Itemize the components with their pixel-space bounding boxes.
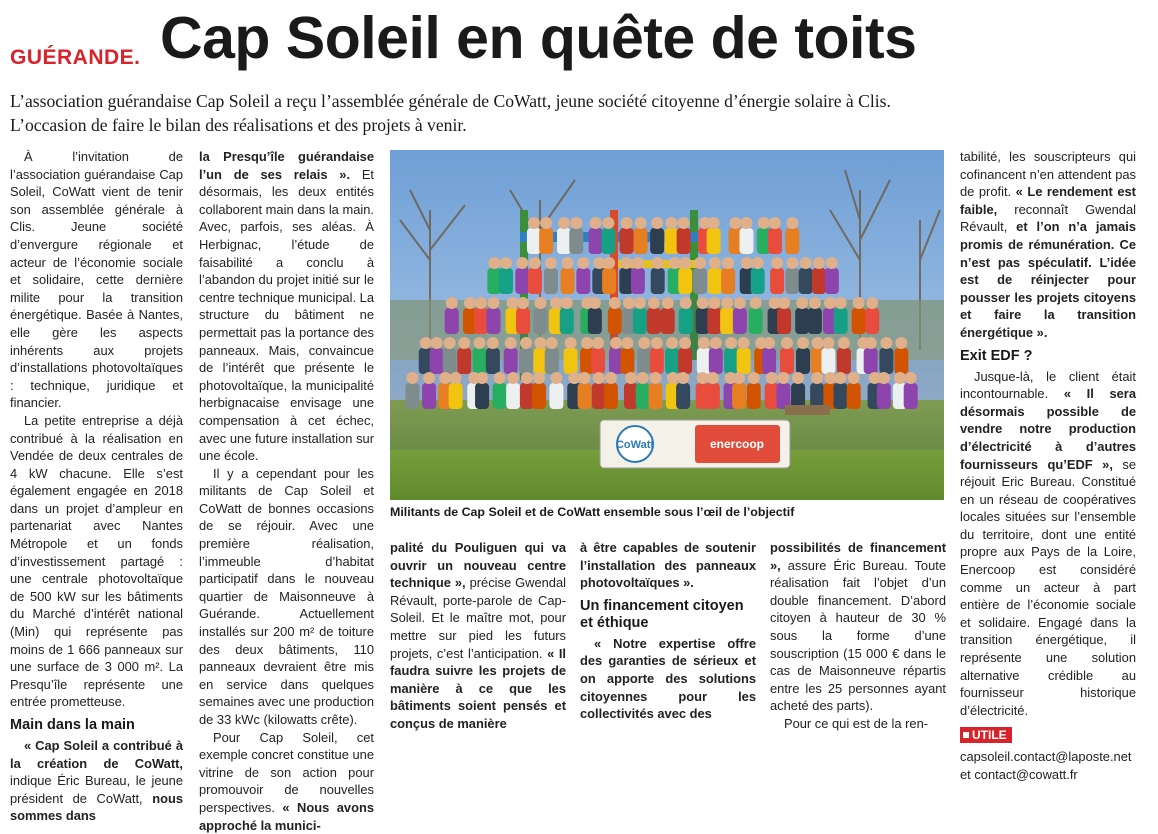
person-body [651, 268, 665, 294]
person-head [880, 337, 892, 349]
person-body [749, 308, 763, 334]
person-head [838, 337, 850, 349]
person-body [799, 268, 813, 294]
photo-caption: Militants de Cap Soleil et de CoWatt ensemble sous l’œil de l’objectif [390, 505, 795, 519]
person-head [848, 372, 860, 384]
person-head [811, 372, 823, 384]
person-body [545, 348, 559, 374]
person-head [708, 297, 720, 309]
person-head [677, 372, 689, 384]
person-body [578, 383, 592, 409]
quote-bold: la Presqu’île guérandaise l’un de ses relais ». [199, 149, 374, 182]
person-head [763, 337, 775, 349]
quote-bold: « Il sera désormais possible de vendre notre production d’électricité à d’autres fournisseurs qu’EDF », [960, 386, 1136, 472]
person-head [878, 372, 890, 384]
person-body [569, 228, 583, 254]
person-body [449, 383, 463, 409]
person-head [905, 372, 917, 384]
person-head [781, 337, 793, 349]
person-body [604, 383, 618, 409]
person-body [405, 383, 419, 409]
person-body [608, 308, 622, 334]
person-head [533, 372, 545, 384]
person-body [812, 268, 826, 294]
person-head [721, 297, 733, 309]
person-body [499, 268, 513, 294]
article-column-3c [770, 539, 946, 733]
person-body [796, 348, 810, 374]
person-body [733, 308, 747, 334]
person-body [588, 308, 602, 334]
person-body [665, 348, 679, 374]
kicker-location: GUÉRANDE. [10, 46, 141, 69]
person-body [544, 268, 558, 294]
person-head [487, 297, 499, 309]
quote-bold: et l’on n’a jamais promis de rémunération. Ce n’est pas spéculatif. L’idée est de réinjecter pour pousser les projets citoyens et faire la transition énergétique ». [960, 219, 1136, 340]
person-body [647, 308, 661, 334]
person-body [564, 348, 578, 374]
article-column-3b [580, 539, 756, 723]
person-head [431, 337, 443, 349]
person-head [822, 337, 834, 349]
person-head [652, 257, 664, 269]
person-body [516, 308, 530, 334]
person-head [505, 337, 517, 349]
person-head [474, 337, 486, 349]
lede-line-1: L’association guérandaise Cap Soleil a reçu l’assemblée générale de CoWatt, jeune société citoyenne d’énergie solaire à Clis. [10, 91, 891, 111]
paragraph [580, 635, 756, 723]
person-body [576, 268, 590, 294]
person-body [493, 383, 507, 409]
lede [10, 89, 1140, 137]
person-body [679, 308, 693, 334]
text: assure Éric Bureau. Toute réalisation fait l’objet d’un double financement. D’abord citoyen à hauteur de 30 % sous la forme d’une souscription (15 000 € dans le cas de Maisonneuve répartis entre les 25 personnes ayant acheté des parts). [770, 557, 946, 714]
person-body [527, 228, 541, 254]
person-head [593, 372, 605, 384]
person-head [623, 297, 635, 309]
person-head [796, 297, 808, 309]
person-body [589, 228, 603, 254]
paragraph [770, 539, 946, 715]
person-body [768, 228, 782, 254]
utile-badge: UTILE [960, 727, 1012, 743]
quote-bold: à être capables de soutenir l’installation des panneaux photovoltaïques ». [580, 540, 756, 591]
person-body [532, 383, 546, 409]
person-head [662, 297, 674, 309]
quote-bold: « Il faudra suivre les projets de manière à ce que les bâtiments soient pensés et conçus de manière [390, 645, 566, 731]
person-head [550, 297, 562, 309]
group-photo [390, 150, 944, 500]
person-body [697, 348, 711, 374]
person-head [680, 297, 692, 309]
text: reconnaît Gwendal Révault, [960, 201, 1136, 235]
text: se réjouit Eric Bureau. Constitué en un réseau de coopératives locales situées sur l’ensemble du territoire, dont une entité propre aux Pays de la Loire, Enercoop est considéré comme un acteur à part entière de l’économie sociale et solidaire. Engagé dans la transition énergétique, il représente une solution alternative crédible au fournisseur historique d’électricité. [960, 456, 1136, 718]
person-head [620, 257, 632, 269]
person-body [486, 348, 500, 374]
headline: Cap Soleil en quête de toits [160, 5, 917, 71]
person-body [693, 268, 707, 294]
person-body [664, 228, 678, 254]
person-body [834, 308, 848, 334]
person-head [621, 337, 633, 349]
person-body [636, 383, 650, 409]
person-head [638, 337, 650, 349]
person-body [677, 228, 691, 254]
person-head [528, 217, 540, 229]
person-head [446, 297, 458, 309]
paragraph: Il y a cependant pour les militants de Cap Soleil et CoWatt de bonnes occasions de se réjouir. Avec une première réalisation, l’immeuble d’habitat participatif dans le nouveau quartier de Maisonneuve à Guérande. Actuellement installés sur 200 m² de toiture des deux bâtiments, 110 panneaux devraient être mis en service dans quelques semaines avec une production de 33 kWc (kilowatts crête). [199, 465, 374, 727]
person-head [568, 372, 580, 384]
person-body [785, 268, 799, 294]
person-body [678, 268, 692, 294]
person-head [637, 372, 649, 384]
person-head [786, 257, 798, 269]
person-head [609, 297, 621, 309]
person-head [450, 372, 462, 384]
person-head [708, 217, 720, 229]
person-body [894, 348, 908, 374]
quote-bold: possibilités de financement », [770, 540, 946, 573]
person-head [562, 257, 574, 269]
person-body [515, 268, 529, 294]
person-head [678, 217, 690, 229]
person-head [475, 297, 487, 309]
person-head [550, 372, 562, 384]
person-head [520, 337, 532, 349]
person-body [678, 348, 692, 374]
person-body [520, 383, 534, 409]
person-body [457, 348, 471, 374]
quote-bold: nous sommes dans [10, 790, 183, 824]
person-body [473, 348, 487, 374]
person-body [539, 228, 553, 254]
person-head [733, 372, 745, 384]
person-body [519, 348, 533, 374]
person-body [837, 348, 851, 374]
person-head [734, 297, 746, 309]
person-body [650, 228, 664, 254]
person-head [507, 297, 519, 309]
person-body [721, 268, 735, 294]
person-body [557, 228, 571, 254]
person-body [834, 383, 848, 409]
person-body [785, 228, 799, 254]
person-head [579, 372, 591, 384]
person-head [769, 217, 781, 229]
text: tabilité, les souscripteurs qui cofinancent n’en attendent pas de profit. [960, 149, 1136, 200]
person-body [751, 268, 765, 294]
text: précise Gwendal Révault, porte-parole de Cap-Soleil. Et le maître mot, pour mettre sur pied les futurs projets, c’est l’anticipation. [390, 575, 566, 661]
person-head [649, 372, 661, 384]
person-head [835, 297, 847, 309]
person-head [669, 257, 681, 269]
person-body [631, 268, 645, 294]
person-head [895, 337, 907, 349]
person-head [625, 372, 637, 384]
text: Et désormais, les deux entités collaborent main dans la main. Avec, parfois, ses aléas. À Herbignac, l’étude de faisabilité a conclu à l’abandon du projet initié sur le centre technique municipal. La structure du bâtiment ne permettait pas la portance des panneaux. Mais, convaincue de l’intérêt que présente le photovoltaïque, la municipalité herbignacaise envisage une compensation à cet échec, avec une future installation sur une école. [199, 166, 374, 464]
person-body [561, 268, 575, 294]
person-head [792, 372, 804, 384]
person-head [812, 337, 824, 349]
person-head [529, 257, 541, 269]
person-body [676, 383, 690, 409]
person-body [620, 348, 634, 374]
person-body [720, 308, 734, 334]
person-body [777, 308, 791, 334]
person-body [780, 348, 794, 374]
person-body [847, 383, 861, 409]
person-head [605, 372, 617, 384]
person-head [592, 337, 604, 349]
person-body [661, 308, 675, 334]
person-body [739, 228, 753, 254]
lede-line-2: L’occasion de faire le bilan des réalisations et des projets à venir. [10, 115, 467, 135]
person-head [866, 297, 878, 309]
person-head [835, 372, 847, 384]
person-head [487, 337, 499, 349]
person-head [748, 372, 760, 384]
person-body [549, 383, 563, 409]
text: indique Éric Bureau, le jeune président de CoWatt, [10, 773, 183, 806]
person-head [786, 217, 798, 229]
person-head [740, 217, 752, 229]
person-head [741, 257, 753, 269]
person-head [648, 297, 660, 309]
person-head [809, 297, 821, 309]
person-head [488, 257, 500, 269]
person-head [634, 297, 646, 309]
person-body [706, 383, 720, 409]
person-head [710, 337, 722, 349]
person-body [592, 383, 606, 409]
person-head [679, 337, 691, 349]
person-head [565, 337, 577, 349]
paragraph [580, 539, 756, 592]
person-head [590, 217, 602, 229]
subhead-main-dans-la-main: Main dans la main [10, 717, 135, 733]
person-head [707, 372, 719, 384]
person-body [904, 383, 918, 409]
person-body [707, 228, 721, 254]
text: Jusque-là, le client était incontournable. [960, 368, 1136, 402]
person-body [560, 308, 574, 334]
person-head [666, 337, 678, 349]
person-head [694, 257, 706, 269]
person-head [534, 337, 546, 349]
article-column-2 [199, 148, 374, 834]
person-body [732, 383, 746, 409]
person-head [697, 297, 709, 309]
paragraph [960, 148, 1136, 342]
person-head [766, 372, 778, 384]
person-head [632, 257, 644, 269]
person-head [800, 257, 812, 269]
person-head [738, 337, 750, 349]
person-body [602, 268, 616, 294]
person-body [865, 308, 879, 334]
person-body [620, 228, 634, 254]
paragraph: À l’invitation de l’association guérandaise Cap Soleil, CoWatt vient de tenir son assemblée générale à Clis. Jeune société d’envergure régionale et acteur de l’économie sociale et solidaire, cette dernière milite pour la transition énergétique. Basée à Nantes, elle gère les aspects inhérents aux projets d’installations photovoltaïques : technique, juridique et financier. [10, 149, 183, 411]
person-head [458, 337, 470, 349]
person-head [444, 337, 456, 349]
subhead-exit-edf: Exit EDF ? [960, 347, 1033, 364]
person-head [651, 217, 663, 229]
paragraph [10, 737, 183, 825]
person-body [770, 268, 784, 294]
person-head [540, 217, 552, 229]
paragraph [199, 729, 374, 834]
person-head [439, 372, 451, 384]
person-head [534, 297, 546, 309]
person-head [635, 217, 647, 229]
article-column-1 [10, 148, 183, 825]
person-body [737, 348, 751, 374]
person-body [648, 383, 662, 409]
person-head [667, 372, 679, 384]
person-head [621, 217, 633, 229]
paragraph [960, 368, 1136, 720]
person-head [406, 372, 418, 384]
person-body [879, 348, 893, 374]
person-body [422, 383, 436, 409]
person-head [420, 337, 432, 349]
person-head [665, 217, 677, 229]
person-head [423, 372, 435, 384]
person-body [707, 308, 721, 334]
person-body [633, 308, 647, 334]
person-body [795, 308, 809, 334]
person-head [517, 297, 529, 309]
person-body [708, 268, 722, 294]
person-body [591, 348, 605, 374]
person-body [650, 348, 664, 374]
person-head [865, 337, 877, 349]
person-body [506, 383, 520, 409]
person-body [821, 348, 835, 374]
person-head [752, 257, 764, 269]
person-head [826, 257, 838, 269]
person-head [507, 372, 519, 384]
article-column-3a [390, 539, 566, 733]
banner-enercoop-label: enercoop [709, 437, 765, 451]
person-head [750, 297, 762, 309]
person-body [430, 348, 444, 374]
person-head [500, 257, 512, 269]
quote-bold: « Le rendement est faible, [960, 184, 1136, 217]
person-head [679, 257, 691, 269]
person-head [570, 217, 582, 229]
paragraph [390, 539, 566, 733]
person-body [443, 348, 457, 374]
person-head [853, 297, 865, 309]
person-body [445, 308, 459, 334]
person-body [474, 308, 488, 334]
person-head [709, 257, 721, 269]
person-body [762, 348, 776, 374]
person-head [777, 372, 789, 384]
person-head [771, 257, 783, 269]
person-body [808, 308, 822, 334]
contact-info: capsoleil.contact@laposte.net et contact@cowatt.fr [960, 749, 1132, 782]
person-head [778, 297, 790, 309]
article-column-4 [960, 148, 1136, 783]
person-body [877, 383, 891, 409]
person-head [758, 217, 770, 229]
person-body [825, 268, 839, 294]
person-head [464, 297, 476, 309]
person-head [516, 257, 528, 269]
person-head [797, 337, 809, 349]
text: Pour Cap Soleil, cet exemple concret constitue une vitrine de son action pour promouvoir de nouvelles perspectives. [199, 729, 374, 815]
person-head [581, 337, 593, 349]
paragraph: Pour ce qui est de la ren- [784, 715, 929, 731]
person-body [504, 348, 518, 374]
quote-bold: « Cap Soleil a contribué à la création de CoWatt, [10, 738, 183, 771]
person-body [637, 348, 651, 374]
group-photo-illustration [390, 150, 944, 500]
person-head [558, 217, 570, 229]
person-head [561, 297, 573, 309]
person-body [533, 308, 547, 334]
subhead-financement: Un financement citoyen et éthique [580, 597, 744, 631]
person-head [813, 257, 825, 269]
person-head [697, 372, 709, 384]
person-head [577, 257, 589, 269]
person-head [725, 337, 737, 349]
banner-cowatt-label: CoWatt [615, 439, 655, 451]
person-body [724, 348, 738, 374]
person-head [589, 297, 601, 309]
person-head [546, 337, 558, 349]
person-body [709, 348, 723, 374]
person-body [864, 348, 878, 374]
person-head [545, 257, 557, 269]
person-body [852, 308, 866, 334]
person-body [475, 383, 489, 409]
person-head [698, 337, 710, 349]
person-body [486, 308, 500, 334]
person-head [730, 217, 742, 229]
quote-bold: « Notre expertise offre des garanties de sérieux et on apporte des solutions citoyennes pour les collectivités avec des [580, 635, 756, 722]
person-head [602, 217, 614, 229]
person-body [747, 383, 761, 409]
person-body [601, 228, 615, 254]
person-head [894, 372, 906, 384]
paragraph [199, 148, 374, 465]
person-head [476, 372, 488, 384]
person-head [521, 372, 533, 384]
person-head [494, 372, 506, 384]
person-head [722, 257, 734, 269]
person-head [824, 297, 836, 309]
person-head [610, 337, 622, 349]
person-head [651, 337, 663, 349]
person-body [634, 228, 648, 254]
person-head [603, 257, 615, 269]
quote-bold: palité du Pouliguen qui va ouvrir un nouveau centre technique », [390, 540, 566, 591]
paragraph: La petite entreprise a déjà contribué à la réalisation en Vendée de deux centrales de 4 kW chacune. Elle s’est également engagée en 2018 dans un projet d’ampleur en partenariat avec Nantes Métropole et un fonds d’investissement partagé : une centrale photovoltaïque de 500 kW sur les bâtiments du Marché d’intérêt national (Min) qui représente pas moins de 1 666 panneaux sur une surface de 3 000 m². La Presqu’île représente une entrée prometteuse. [10, 412, 183, 710]
person-body [528, 268, 542, 294]
quote-bold: « Nous avons approché la munici- [199, 799, 374, 833]
